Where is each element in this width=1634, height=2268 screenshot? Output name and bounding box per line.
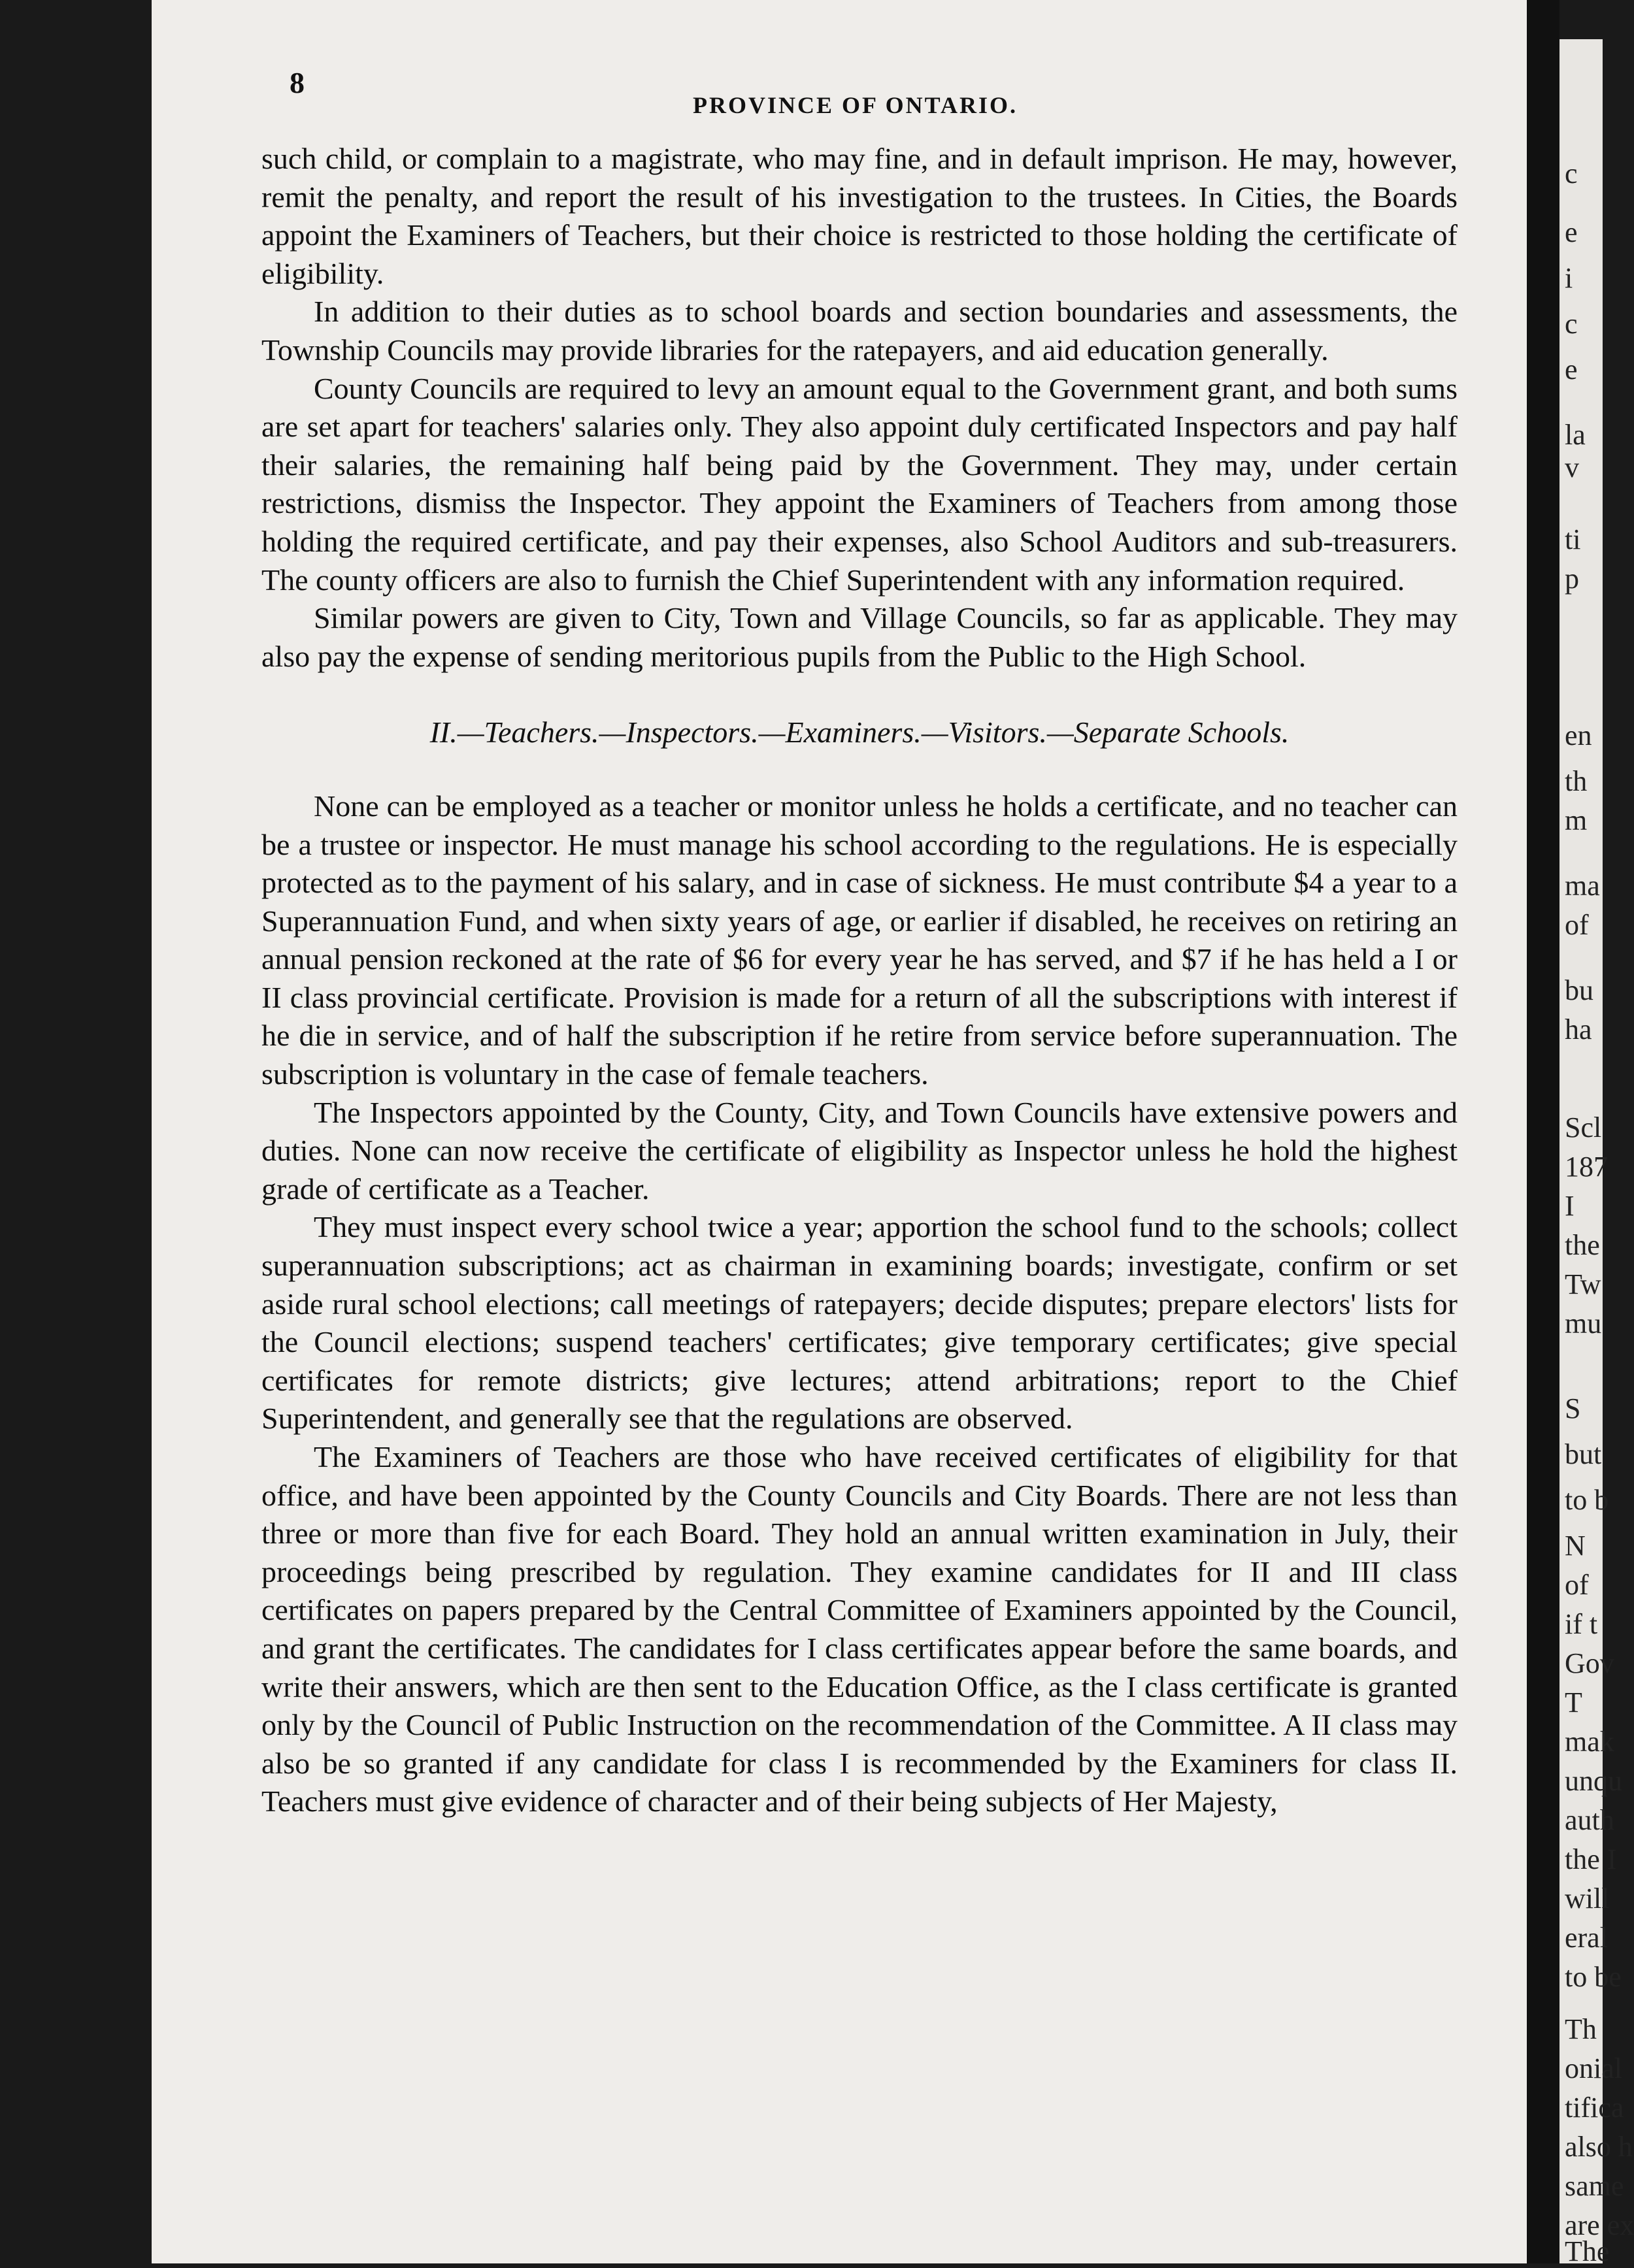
paragraph-township-councils: In addition to their duties as to school boards and section boundaries and assessments, the Township Councils may provide libraries for the ratepayers, and aid education generally. [261, 295, 1458, 367]
binding-gutter [1527, 0, 1559, 2263]
adjacent-page-fragment: c [1565, 157, 1578, 189]
adjacent-page-fragment: mu [1565, 1307, 1602, 1339]
adjacent-page-fragment: Th [1565, 2013, 1597, 2045]
adjacent-page-fragment: N [1565, 1530, 1586, 1562]
adjacent-page-fragment: ha [1565, 1013, 1592, 1045]
adjacent-page-fragment: th [1565, 765, 1588, 797]
adjacent-page-fragment: onial [1565, 2052, 1622, 2084]
paragraph-inspectors: The Inspectors appointed by the County, City, and Town Councils have extensive powers and duties. None can now receive the certificate of eligibility as Inspector unless he hold the highest grade of certificate as a Teacher. [261, 1095, 1458, 1206]
adjacent-page-fragment: en [1565, 719, 1592, 751]
adjacent-page-fragment: T [1565, 1686, 1582, 1718]
paragraph-teachers: None can be employed as a teacher or monitor unless he holds a certificate, and no teacher can be a trustee or inspector. He must manage his school according to the regulations. He is especially protected as to the payment of his salary, and in case of sickness. He must contribute $4 a year to a Superannuation Fund, and when sixty years of age, or earlier if disabled, he receives on retiring an annual pension reckoned at the rate of $6 for every year he has served, and $7 if he has held a I or II class provincial certificate. Provision is made for a return of all the subscriptions with interest if he die in service, and of half the subscription if he retire from service before superannuation. The subscription is voluntary in the case of female teachers. [261, 789, 1458, 1091]
adjacent-page-fragment: Gov [1565, 1647, 1614, 1679]
paragraph-inspector-duties: They must inspect every school twice a year; apportion the school fund to the schools; collect superannuation subscriptions; act as chairman in examining boards; investigate, confirm or set aside rural school elections; call meetings of ratepayers; decide disputes; prepare electors' lists for the Council elections; suspend teachers' certificates; give temporary certificates; give special certificates for remote districts; give lectures; attend arbitrations; report to the Chief Superintendent, and generally see that the regulations are observed. [261, 1210, 1458, 1436]
adjacent-page-fragment: will [1565, 1882, 1610, 1915]
adjacent-page-fragment: 187 [1565, 1151, 1608, 1183]
adjacent-page-fragment: if t [1565, 1608, 1598, 1640]
adjacent-page-fragment: e [1565, 353, 1578, 386]
adjacent-page-fragment: la [1565, 419, 1586, 451]
adjacent-page-fragment: also h [1565, 2131, 1633, 2163]
adjacent-page-fragment: to b [1565, 1484, 1609, 1516]
adjacent-page-fragment: v [1565, 452, 1579, 484]
adjacent-page-fragment: the [1565, 1229, 1600, 1261]
adjacent-page-fragment: e [1565, 216, 1578, 248]
adjacent-page-fragment: the I [1565, 1843, 1617, 1875]
adjacent-page-fragment: m [1565, 804, 1588, 836]
adjacent-page-fragment: ma [1565, 870, 1600, 902]
adjacent-page-fragment: unqu [1565, 1765, 1622, 1797]
adjacent-page-fragment: are ex [1565, 2209, 1634, 2241]
paragraph-county-councils: County Councils are required to levy an amount equal to the Government grant, and both sums are set apart for teachers' salaries only. They also appoint duly certificated Inspectors and pay half their salaries, the remaining half being paid by the Government. They may, under certain restrictions, dismiss the Inspector. They appoint the Examiners of Teachers from among those holding the required certificate, and pay their expenses, also School Auditors and sub-treasurers. The county officers are also to furnish the Chief Superintendent with any information required. [261, 371, 1458, 597]
adjacent-page-fragment: S [1565, 1392, 1581, 1424]
adjacent-page-fragment: c [1565, 308, 1578, 340]
paragraph-city-town-village: Similar powers are given to City, Town and Village Councils, so far as applicable. They may also pay the expense of sending meritorious pupils from the Public to the High School. [261, 601, 1458, 673]
paragraph-examiners: The Examiners of Teachers are those who have received certificates of eligibility for that office, and have been appointed by the County Councils and City Boards. There are not less than three or more than five for each Board. They hold an annual written examination in July, their proceedings being prescribed by regulation. They examine candidates for II and III class certificates on papers prepared by the Central Committee of Examiners appointed by the Council, and grant the certificates. The candidates for I class certificates appear before the same boards, and write their answers, which are then sent to the Education Office, as the I class certificate is granted only by the Council of Public Instruction on the recommendation of the Committee. A II class may also be so granted if any candidate for class I is recommended by the Examiners for class II. Teachers must give evidence of character and of their being subjects of Her Majesty, [261, 1440, 1458, 1818]
adjacent-page-fragment: eral [1565, 1922, 1608, 1954]
running-title: PROVINCE OF ONTARIO. [693, 92, 1018, 118]
adjacent-page-fragment: Tw [1565, 1268, 1601, 1300]
adjacent-page-fragment: of [1565, 1569, 1589, 1601]
adjacent-page-fragment: same [1565, 2170, 1624, 2202]
adjacent-page-fragment: ti [1565, 523, 1581, 555]
adjacent-page-fragment: of [1565, 909, 1589, 941]
section-heading: II.—Teachers.—Inspectors.—Examiners.—Visitors.—Separate Schools. [429, 715, 1290, 749]
adjacent-page-fragment: auth [1565, 1804, 1614, 1836]
adjacent-page-fragment: The [1565, 2235, 1610, 2267]
adjacent-page-fragment: i [1565, 262, 1573, 294]
adjacent-page-fragment: bu [1565, 974, 1593, 1006]
adjacent-page-edge [1559, 39, 1634, 2267]
adjacent-page-fragment: Scl [1565, 1111, 1602, 1143]
paragraph-continued: such child, or complain to a magistrate, who may fine, and in default imprison. He may, however, remit the penalty, and report the result of his investigation to the trustees. In Cities, the Boards appoint the Examiners of Teachers, but their choice is restricted to those holding the certificate of eligibility. [261, 142, 1458, 290]
page-body [261, 140, 1458, 1821]
page-number: 8 [290, 66, 305, 99]
adjacent-page-fragment: to be [1565, 1961, 1622, 1993]
adjacent-page-fragment: tifica [1565, 2092, 1624, 2124]
adjacent-page-fragment: but [1565, 1438, 1602, 1470]
adjacent-page-fragment: I [1565, 1190, 1575, 1222]
adjacent-page-fragment: p [1565, 563, 1579, 595]
adjacent-page-fragment: mak [1565, 1726, 1614, 1758]
